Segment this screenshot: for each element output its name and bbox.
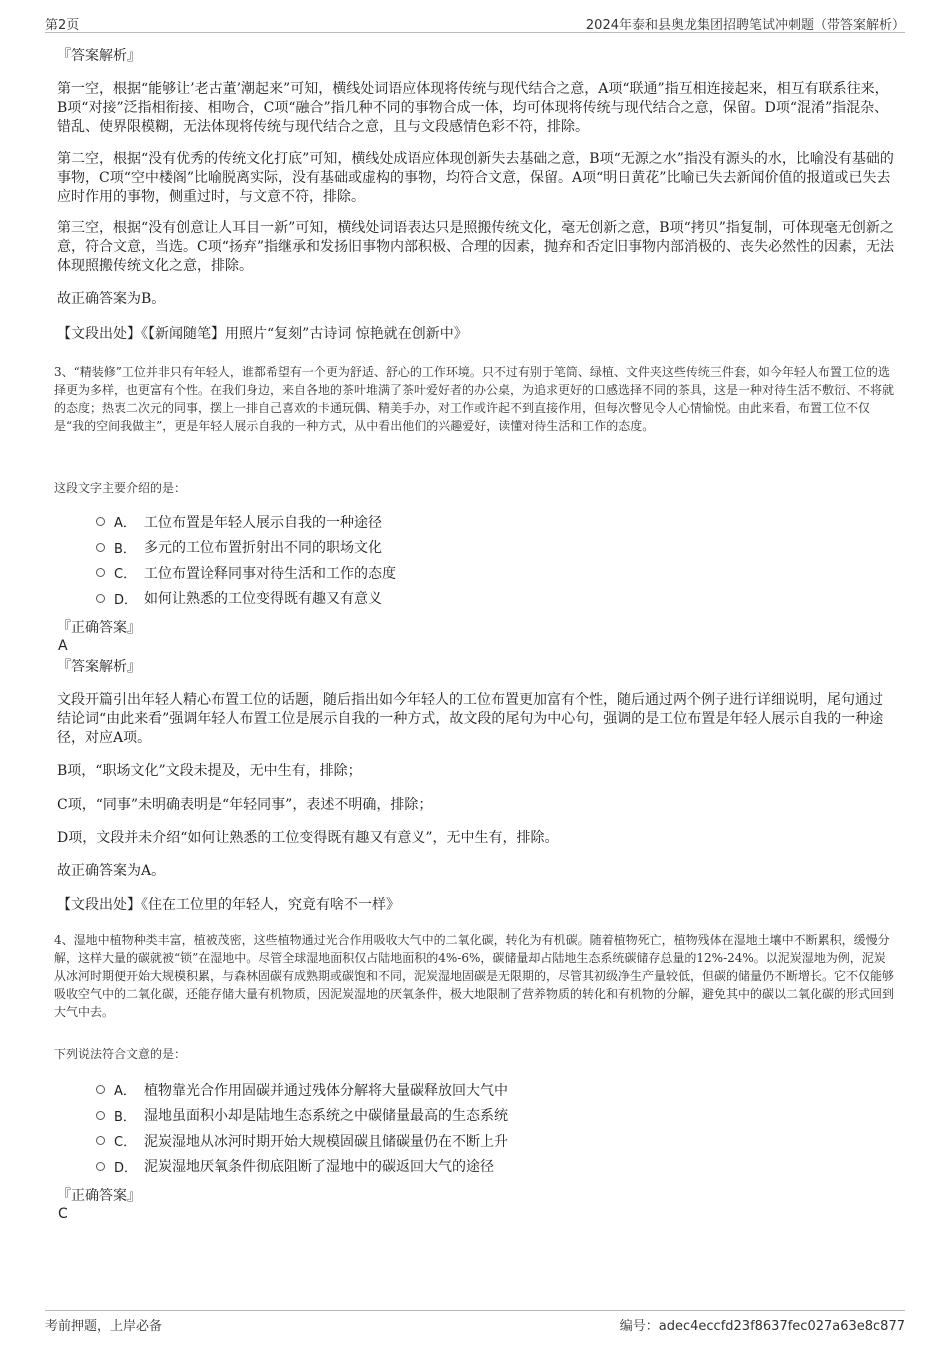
footer-slogan: 考前押题，上岸必备: [45, 1319, 163, 1334]
option-d[interactable]: D． 如何让熟悉的工位变得既有趣又有意义: [96, 586, 876, 612]
q2-analysis: [57, 46, 895, 66]
option-d[interactable]: D． 泥炭湿地厌氧条件彻底阻断了湿地中的碳返回大气的途径: [96, 1154, 876, 1180]
analysis-label: 『答案解析』: [57, 659, 141, 675]
analysis-paragraph-3: C项，“同事”未明确表明是“年轻同事”，表述不明确，排除；: [57, 797, 433, 813]
option-text: 泥炭湿地从冰河时期开始大规模固碳且储碳量仍在不断上升: [144, 1133, 508, 1150]
analysis-label: 『答案解析』: [57, 48, 141, 64]
option-c[interactable]: C． 泥炭湿地从冰河时期开始大规模固碳且储碳量仍在不断上升: [96, 1128, 876, 1154]
analysis-paragraph-2: B项，“职场文化”文段未提及，无中生有，排除；: [57, 763, 362, 779]
analysis-paragraph-4: D项，文段并未介绍“如何让熟悉的工位变得既有趣又有意义”，无中生有，排除。: [57, 830, 559, 846]
correct-answer: A: [58, 638, 68, 654]
question-3-text: 3、“精装修”工位并非只有年轻人，谁都希望有一个更为舒适、舒心的工作环境。只不过有别于笔筒、绿植、文件夹这些传统三件套，如今年轻人布置工位的选择更为多样，也更富有个性。在我们身边，来自各地的茶叶堆满了茶叶爱好者的办公桌，为追求更好的口感选择不同的茶具，这是一种对待生活不敷衍、不将就的态度；热衷二次元的同事，摆上一排自己喜欢的卡通玩偶、精美手办，对工作或许起不到直接作用，但每次瞥见令人心情愉悦。由此来看，布置工位不仅是“我的空间我做主”，更是年轻人展示自我的一种方式，从中看出他们的兴趣爱好，读懂对待生活和工作的态度。: [54, 365, 895, 433]
question-3-options: [96, 509, 876, 611]
question-4-options: [96, 1077, 876, 1179]
radio-button[interactable]: [96, 1162, 105, 1171]
radio-button[interactable]: [96, 568, 105, 577]
radio-button[interactable]: [96, 543, 105, 552]
radio-button[interactable]: [96, 594, 105, 603]
question-4-text: 4、湿地中植物种类丰富，植被茂密，这些植物通过光合作用吸收大气中的二氧化碳，转化为有机碳。随着植物死亡，植物残体在湿地土壤中不断累积，缓慢分解，这样大量的碳就被“锁”在湿地中。尽管全球湿地面积仅占陆地面积的4%-6%，碳储量却占陆地生态系统碳储存总量的12%-24%。以泥炭湿地为例，泥炭从冰河时期便开始大规模积累，与森林固碳有成熟期或碳饱和不同，泥炭湿地固碳是无限期的，尽管其初级净生产量较低，但碳的储量仍不断增长。它不仅能够吸收空气中的二氧化碳，还能存储大量有机物质，因泥炭湿地的厌氧条件，极大地限制了营养物质的转化和有机物的分解，避免其中的碳以二氧化碳的形式回到大气中去。: [54, 933, 895, 1019]
answer-label: 『正确答案』: [57, 620, 141, 636]
option-text: 泥炭湿地厌氧条件彻底阻断了湿地中的碳返回大气的途径: [144, 1159, 494, 1176]
question-3-prompt: 这段文字主要介绍的是：: [54, 481, 187, 495]
option-text: 植物靠光合作用固碳并通过残体分解将大量碳释放回大气中: [144, 1082, 508, 1099]
option-b[interactable]: B． 湿地虽面积小却是陆地生态系统之中碳储量最高的生态系统: [96, 1103, 876, 1129]
analysis-paragraph-1: 第一空，根据“能够让’老古董’潮起来”可知，横线处词语应体现将传统与现代结合之意，A项“联通”指互相连接起来，相互有联系往来，B项“对接”泛指相衔接、相吻合，C项“融合”指几种不同的事物合成一体，均可体现将传统与现代结合之意，保留。D项“混淆”指混杂、错乱、使界限模糊，无法体现将传统与现代结合之意，且与文段感情色彩不符，排除。: [57, 81, 889, 135]
option-a[interactable]: A． 植物靠光合作用固碳并通过残体分解将大量碳释放回大气中: [96, 1077, 876, 1103]
option-b[interactable]: B． 多元的工位布置折射出不同的职场文化: [96, 535, 876, 561]
option-text: 多元的工位布置折射出不同的职场文化: [144, 540, 382, 557]
option-text: 如何让熟悉的工位变得既有趣又有意义: [144, 591, 382, 608]
page-footer: [45, 1310, 905, 1335]
radio-button[interactable]: [96, 1111, 105, 1120]
page-number: 第2页: [45, 18, 80, 33]
question-4-prompt: 下列说法符合文意的是：: [54, 1047, 187, 1061]
analysis-conclusion: 故正确答案为A。: [57, 863, 166, 879]
document-title: 2024年泰和县奥龙集团招聘笔试冲刺题（带答案解析）: [585, 18, 905, 33]
analysis-paragraph-3: 第三空，根据“没有创意让人耳目一新”可知，横线处词语表达只是照搬传统文化，毫无创新之意，B项“拷贝”指复制，可体现毫无创新之意，符合文意，当选。C项“扬弃”指继承和发扬旧事物内部积极、合理的因素，抛弃和否定旧事物内部消极的、丧失必然性的因素，无法体现照搬传统文化之意，排除。: [57, 220, 895, 274]
analysis-paragraph-1: 文段开篇引出年轻人精心布置工位的话题，随后指出如今年轻人的工位布置更加富有个性，随后通过两个例子进行详细说明，尾句通过结论词“由此来看”强调年轻人布置工位是展示自我的一种方式，故文段的尾句为中心句，强调的是工位布置是年轻人展示自我的一种途径，对应A项。: [57, 692, 884, 746]
document-id: 编号：adec4eccfd23f8637fec027a63e8c877: [619, 1319, 905, 1334]
source-citation: 【文段出处】《住在工位里的年轻人，究竟有啥不一样》: [57, 897, 400, 913]
correct-answer: C: [58, 1206, 68, 1222]
radio-button[interactable]: [96, 1085, 105, 1094]
option-a[interactable]: A． 工位布置是年轻人展示自我的一种途径: [96, 509, 876, 535]
radio-button[interactable]: [96, 517, 105, 526]
radio-button[interactable]: [96, 1136, 105, 1145]
analysis-paragraph-2: 第二空，根据“没有优秀的传统文化打底”可知，横线处成语应体现创新失去基础之意，B项“无源之水”指没有源头的水，比喻没有基础的事物，C项“空中楼阁”比喻脱离实际，没有基础或虚构的事物，均符合文意，保留。A项“明日黄花”比喻已失去新闻价值的报道或已失去应时作用的事物，侧重过时，与文意不符，排除。: [57, 151, 894, 205]
answer-label: 『正确答案』: [57, 1188, 141, 1204]
analysis-conclusion: 故正确答案为B。: [57, 291, 166, 307]
source-citation: 【文段出处】《【新闻随笔】用照片“复刻”古诗词 惊艳就在创新中》: [57, 326, 468, 342]
option-text: 工位布置诠释同事对待生活和工作的态度: [144, 565, 396, 582]
option-c[interactable]: C． 工位布置诠释同事对待生活和工作的态度: [96, 560, 876, 586]
option-text: 工位布置是年轻人展示自我的一种途径: [144, 514, 382, 531]
option-text: 湿地虽面积小却是陆地生态系统之中碳储量最高的生态系统: [144, 1108, 508, 1125]
page-header: [45, 12, 905, 33]
